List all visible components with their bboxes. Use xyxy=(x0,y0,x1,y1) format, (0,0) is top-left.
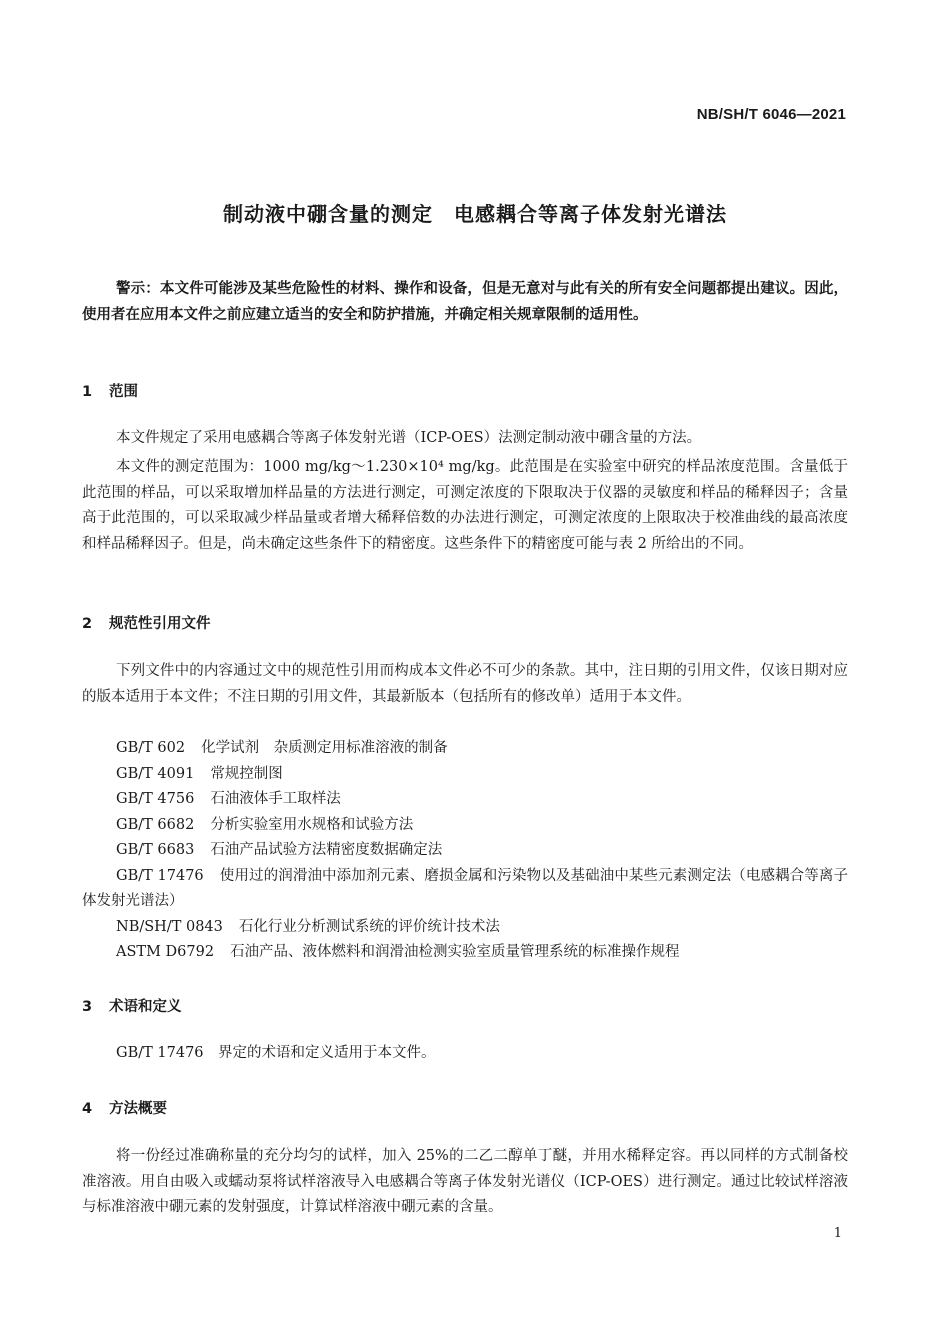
reference-code: GB/T 6682 xyxy=(116,816,195,833)
reference-item xyxy=(82,915,848,941)
reference-code: ASTM D6792 xyxy=(116,944,215,960)
reference-title: 使用过的润滑油中添加剂元素、磨损金属和污染物以及基础油中某些元素测定法（电感耦合等离子体发射光谱法） xyxy=(82,867,849,909)
section-3-heading xyxy=(82,995,182,1016)
document-title: 制动液中硼含量的测定 电感耦合等离子体发射光谱法 xyxy=(223,202,727,226)
safety-warning: 警示：本文件可能涉及某些危险性的材料、操作和设备，但是无意对与此有关的所有安全问题都提出建议。因此，使用者在应用本文件之前应建立适当的安全和防护措施，并确定相关规章限制的适用性。 xyxy=(82,281,848,323)
normative-references-intro: 下列文件中的内容通过文中的规范性引用而构成本文件必不可少的条款。其中，注日期的引用文件，仅该日期对应的版本适用于本文件；不注日期的引用文件，其最新版本（包括所有的修改单）适用于本文件。 xyxy=(82,663,848,705)
reference-list xyxy=(82,736,848,966)
reference-code: GB/T 17476 xyxy=(116,867,204,884)
reference-code: NB/SH/T 0843 xyxy=(116,918,223,935)
section-number: 4 xyxy=(82,1101,93,1117)
section-title: 范围 xyxy=(109,384,138,400)
reference-title: 分析实验室用水规格和试验方法 xyxy=(210,816,414,833)
reference-title: 石油产品、液体燃料和润滑油检测实验室质量管理系统的标准操作规程 xyxy=(230,944,680,960)
standard-code: NB/SH/T 6046—2021 xyxy=(696,106,846,123)
reference-code: GB/T 4091 xyxy=(116,765,195,782)
reference-code: GB/T 602 xyxy=(116,740,186,756)
section-number: 3 xyxy=(82,999,93,1015)
scope-paragraph-2: 本文件的测定范围为：1000 mg/kg～1.230×10⁴ mg/kg。此范围是在实验室中研究的样品浓度范围。含量低于此范围的样品，可以采取增加样品量的方法进行测定，可测定浓度的下限取决于仪器的灵敏度和样品的稀释因子；含量高于此范围的，可以采取减少样品量或者增大稀释倍数的办法进行测定，可测定浓度的上限取决于校准曲线的最高浓度和样品稀释因子。但是，尚未确定这些条件下的精密度。这些条件下的精密度可能与表 2 所给出的不同。 xyxy=(82,459,848,552)
reference-item xyxy=(82,838,848,864)
section-4-heading xyxy=(82,1097,167,1118)
reference-item xyxy=(82,864,848,915)
reference-item xyxy=(82,813,848,839)
section-number: 2 xyxy=(82,616,93,632)
section-title: 规范性引用文件 xyxy=(109,616,211,632)
reference-item xyxy=(82,787,848,813)
section-1-heading xyxy=(82,380,138,401)
reference-code: GB/T 4756 xyxy=(116,791,195,807)
page-number: 1 xyxy=(833,1226,842,1241)
terms-paragraph: GB/T 17476 界定的术语和定义适用于本文件。 xyxy=(116,1045,436,1061)
section-title: 术语和定义 xyxy=(109,999,182,1015)
reference-code: GB/T 6683 xyxy=(116,842,195,858)
section-2-heading xyxy=(82,612,211,633)
section-number: 1 xyxy=(82,384,93,400)
reference-title: 石油产品试验方法精密度数据确定法 xyxy=(210,842,443,858)
scope-paragraph-1: 本文件规定了采用电感耦合等离子体发射光谱（ICP-OES）法测定制动液中硼含量的方法。 xyxy=(116,430,702,446)
reference-item xyxy=(82,940,848,966)
reference-title: 化学试剂 杂质测定用标准溶液的制备 xyxy=(201,740,448,756)
reference-title: 石油液体手工取样法 xyxy=(210,791,341,807)
method-summary-paragraph: 将一份经过准确称量的充分均匀的试样，加入 25%的二乙二醇单丁醚，并用水稀释定容。再以同样的方式制备校准溶液。用自由吸入或蠕动泵将试样溶液导入电感耦合等离子体发射光谱仪（ICP-OES）进行测定。通过比较试样溶液与标准溶液中硼元素的发射强度，计算试样溶液中硼元素的含量。 xyxy=(82,1148,848,1215)
reference-title: 常规控制图 xyxy=(210,765,283,782)
reference-item xyxy=(82,736,848,762)
reference-item xyxy=(82,762,848,788)
reference-title: 石化行业分析测试系统的评价统计技术法 xyxy=(238,918,500,935)
section-title: 方法概要 xyxy=(109,1101,167,1117)
